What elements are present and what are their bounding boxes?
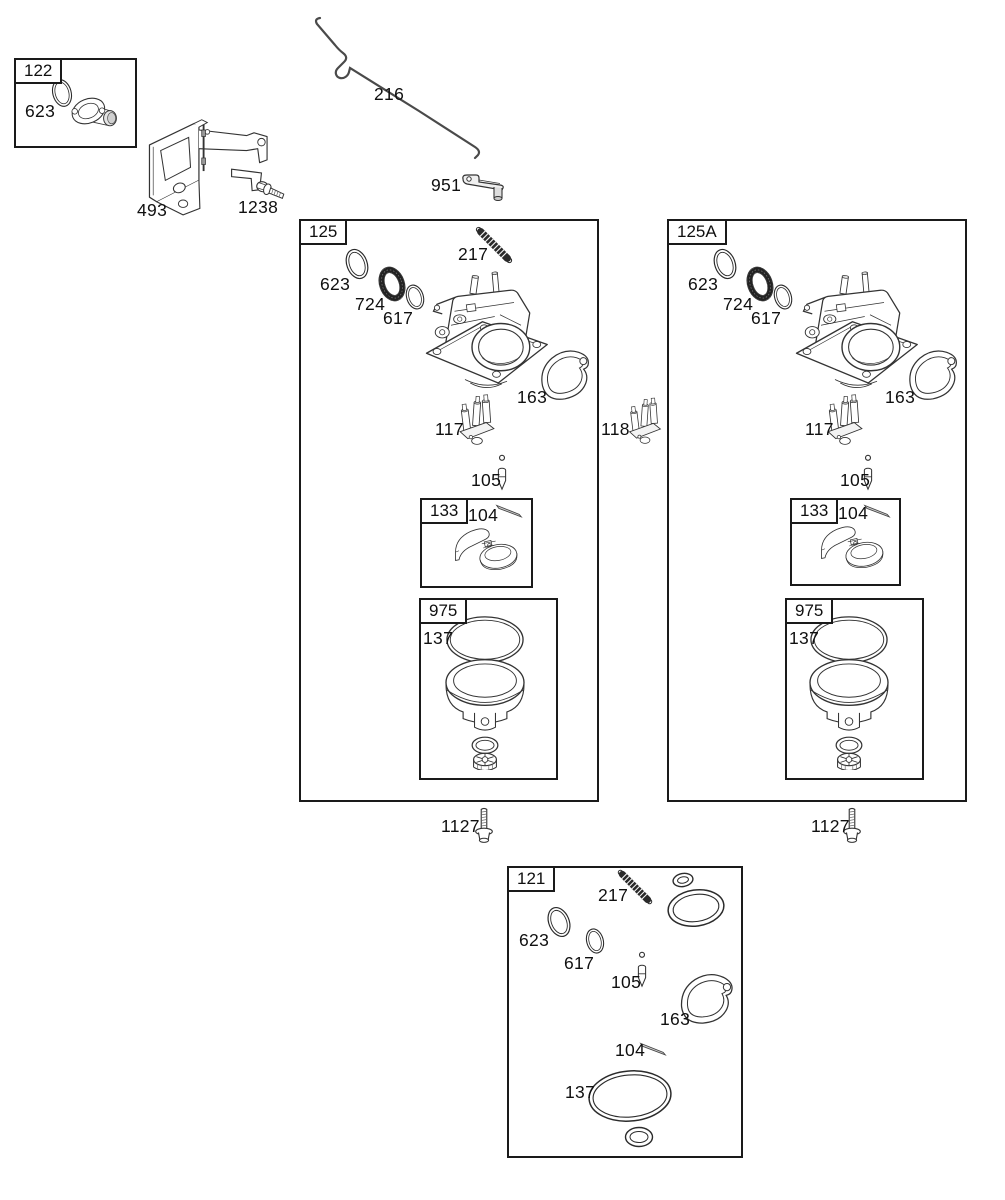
callout-104-g121: 104: [615, 1040, 646, 1060]
callout-105-g121: 105: [611, 972, 642, 992]
part-large-oring: [666, 886, 726, 929]
callout-137-g125a: 137: [789, 628, 820, 648]
part-carburetor-body: [797, 272, 918, 388]
callout-951: 951: [431, 175, 462, 195]
callout-163-g121: 163: [660, 1009, 691, 1029]
part-small-oring: [672, 872, 694, 888]
part-117-needle-seat: [460, 395, 494, 445]
group-label-125a: 125A: [667, 219, 727, 245]
callout-493: 493: [137, 200, 168, 220]
part-617-oring: [771, 283, 794, 311]
callout-117-g125a: 117: [805, 419, 834, 439]
callout-623-g121: 623: [519, 930, 550, 950]
group-label-133: 133: [420, 498, 468, 524]
callout-104-g125a: 104: [838, 503, 869, 523]
part-carburetor-body: [427, 272, 548, 388]
callout-724-g125a: 724: [723, 294, 754, 314]
callout-724-g125: 724: [355, 294, 386, 314]
callout-617-g121: 617: [564, 953, 595, 973]
callout-1127-right: 1127: [811, 816, 850, 836]
part-inlet-fitting: [68, 94, 116, 129]
callout-105-g125a: 105: [840, 470, 871, 490]
part-104-pin: [865, 505, 890, 516]
callout-623-g122: 623: [25, 101, 56, 121]
part-951-lever: [463, 175, 503, 201]
callout-117-g125: 117: [435, 419, 464, 439]
part-617-oring: [584, 927, 606, 955]
part-137-oring: [587, 1068, 673, 1125]
group-label-121: 121: [507, 866, 555, 892]
part-float: [456, 529, 519, 573]
callout-217-g125: 217: [458, 244, 489, 264]
callout-617-g125a: 617: [751, 308, 782, 328]
part-617-oring: [403, 283, 426, 311]
callout-137-g121: 137: [565, 1082, 596, 1102]
group-label-975: 975: [785, 598, 833, 624]
part-137-bowl-kit: [446, 617, 524, 772]
callout-163-g125a: 163: [885, 387, 916, 407]
part-118-needle-seat: [630, 398, 661, 443]
callout-617-g125: 617: [383, 308, 414, 328]
group-label-122: 122: [14, 58, 62, 84]
callout-137-g125: 137: [423, 628, 454, 648]
part-float: [822, 527, 885, 571]
callout-216: 216: [374, 84, 405, 104]
callout-118: 118: [601, 419, 630, 439]
callout-1127-left: 1127: [441, 816, 480, 836]
group-label-975: 975: [419, 598, 467, 624]
callout-623-g125: 623: [320, 274, 351, 294]
part-104-pin: [497, 505, 522, 516]
group-label-133: 133: [790, 498, 838, 524]
callout-1238: 1238: [238, 197, 279, 217]
part-137-bowl-kit: [810, 617, 888, 772]
callout-104-g125: 104: [468, 505, 499, 525]
callout-105-g125: 105: [471, 470, 502, 490]
part-small-oring: [626, 1128, 653, 1147]
callout-623-g125a: 623: [688, 274, 719, 294]
callout-163-g125: 163: [517, 387, 548, 407]
callout-217-g121: 217: [598, 885, 629, 905]
group-label-125: 125: [299, 219, 347, 245]
